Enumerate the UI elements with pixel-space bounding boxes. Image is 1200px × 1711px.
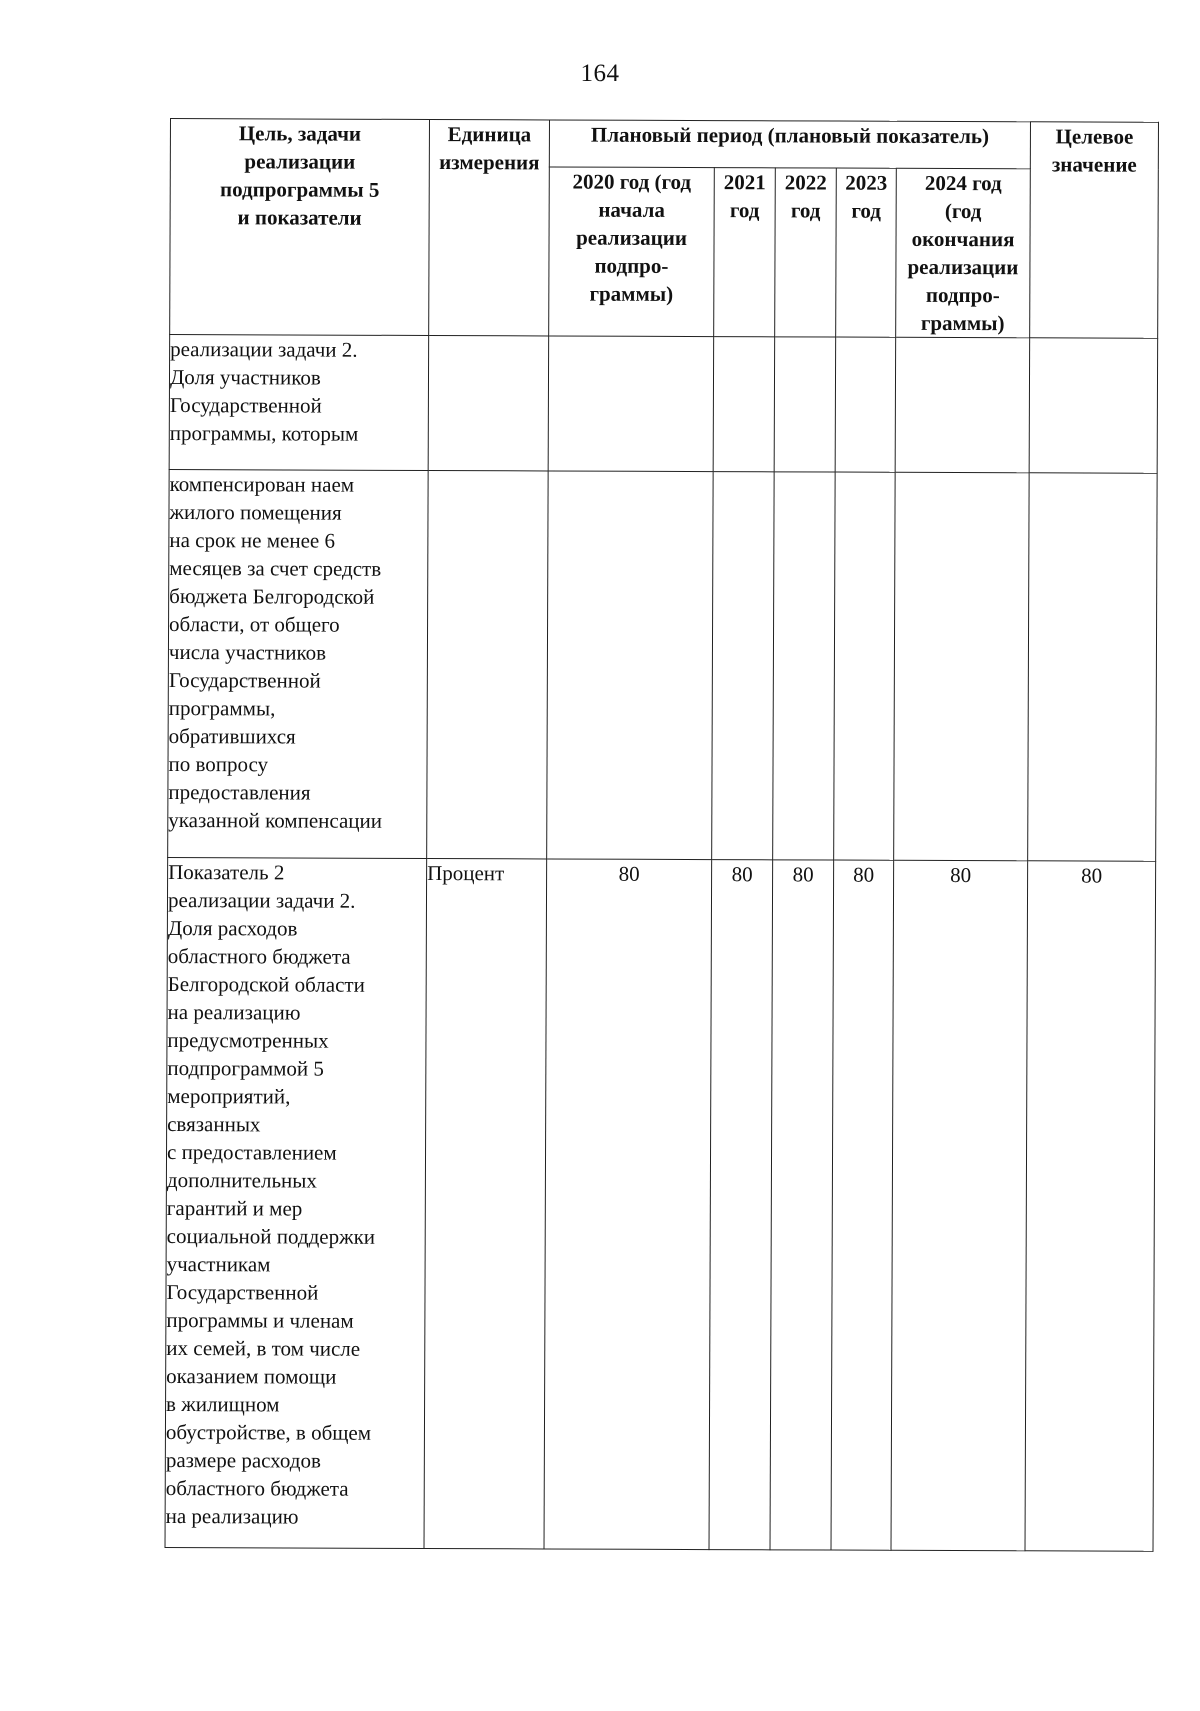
header-year-2022: 2022 год — [775, 168, 837, 337]
row-value-2024 — [895, 337, 1030, 473]
table-row — [169, 335, 1158, 474]
row-target — [1029, 338, 1158, 473]
header-year-2020: 2020 год (год начала реализации подпро- граммы) — [549, 167, 715, 337]
row-value-2021 — [712, 472, 774, 860]
row-target: 80 — [1025, 861, 1156, 1551]
row-value-2022: 80 — [770, 860, 834, 1550]
row-description: реализации задачи 2. Доля участников Государственной программы, которым — [169, 335, 429, 471]
header-year-2024: 2024 год (год окончания реализации подпро- граммы) — [896, 168, 1031, 338]
row-value-2024 — [894, 472, 1030, 861]
row-value-2020: 80 — [544, 859, 712, 1550]
header-row-top — [170, 119, 1158, 170]
table-row — [168, 469, 1157, 861]
table-row — [165, 857, 1156, 1551]
row-unit — [428, 335, 549, 470]
header-goal: Цель, задачи реализации подпрограммы 5 и показатели — [170, 119, 430, 336]
indicator-table — [165, 118, 1159, 1552]
header-year-2021: 2021 год — [714, 168, 776, 337]
row-value-2024: 80 — [891, 860, 1028, 1551]
row-value-2023 — [834, 472, 895, 860]
row-unit: Процент — [424, 858, 547, 1548]
row-value-2020 — [547, 471, 713, 860]
header-unit: Единица измерения — [429, 119, 550, 335]
row-value-2022 — [774, 337, 836, 472]
header-year-2023: 2023 год — [836, 168, 897, 337]
row-description: компенсирован наем жилого помещения на срок не менее 6 месяцев за счет средств бюджета Белгородской области, от общего числа участников Государственной программы, обратившихся по вопросу предоставления указанной компенсации — [168, 469, 428, 858]
header-planned-period: Плановый период (плановый показатель) — [549, 120, 1030, 169]
row-value-2022 — [773, 472, 835, 860]
row-value-2021: 80 — [709, 860, 773, 1550]
row-value-2023 — [835, 337, 896, 472]
row-value-2021 — [713, 337, 775, 472]
row-target — [1028, 473, 1157, 861]
row-value-2020 — [548, 336, 714, 472]
row-unit — [427, 470, 548, 858]
page-number: 164 — [580, 60, 620, 87]
header-target-value: Целевое значение — [1030, 122, 1159, 338]
row-value-2023: 80 — [831, 860, 894, 1550]
row-description: Показатель 2 реализации задачи 2. Доля расходов областного бюджета Белгородской области на реализацию предусмотренных подпрограммой 5 мероприятий, связанных с предоставлением дополнительных гарантий и мер социальной поддержки участникам Государственной программы и членам их семей, в том числе оказанием помощи в жилищном обустройстве, в общем размере расходов областного бюджета на реализацию — [165, 857, 427, 1548]
